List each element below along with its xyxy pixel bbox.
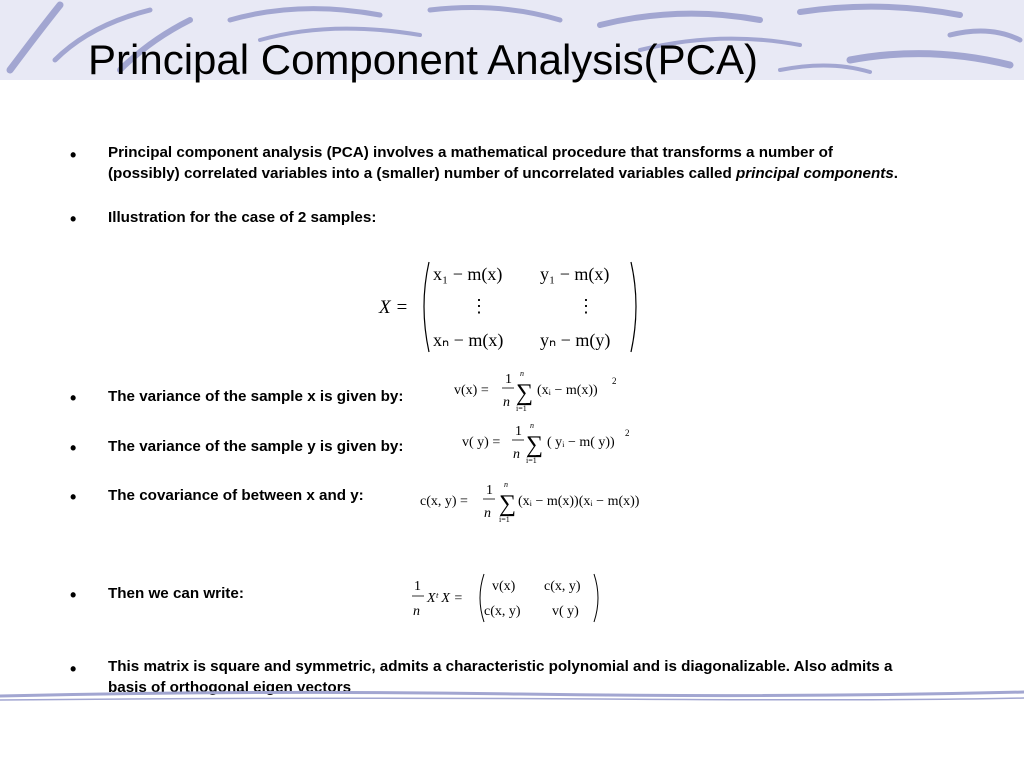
svg-text:2: 2 bbox=[625, 428, 630, 438]
svg-text:1: 1 bbox=[486, 483, 493, 498]
svg-text:c(x, y): c(x, y) bbox=[544, 579, 581, 594]
sigma-symbol: ∑ bbox=[499, 491, 517, 517]
bullet-illustration: Illustration for the case of 2 samples: bbox=[108, 209, 377, 226]
matrix-x-cell: ⋮ bbox=[577, 296, 595, 316]
bullet-pca-definition bbox=[108, 143, 908, 184]
bullet-then-write: Then we can write: bbox=[108, 585, 244, 602]
matrix-x-lhs: X = bbox=[379, 297, 409, 318]
svg-text:i=1: i=1 bbox=[526, 456, 537, 465]
svg-text:c(x, y) =: c(x, y) = bbox=[420, 494, 468, 509]
svg-text:(xᵢ − m(x)): (xᵢ − m(x)) bbox=[537, 383, 598, 398]
svg-text:( yᵢ − m( y)): ( yᵢ − m( y)) bbox=[547, 435, 615, 450]
matrix-x-cell: yₙ − m(y) bbox=[540, 330, 611, 350]
svg-text:1: 1 bbox=[414, 579, 421, 594]
matrix-x-equation bbox=[375, 258, 645, 358]
svg-text:c(x, y): c(x, y) bbox=[484, 604, 521, 619]
svg-text:v(x): v(x) bbox=[492, 579, 516, 594]
svg-text:1: 1 bbox=[505, 372, 512, 387]
svg-text:n: n bbox=[530, 421, 534, 430]
bullet-marker: • bbox=[70, 388, 77, 408]
svg-text:n: n bbox=[513, 447, 520, 462]
svg-text:v( y): v( y) bbox=[552, 604, 579, 619]
svg-text:n: n bbox=[504, 480, 508, 489]
matrix-x-cell: xₙ − m(x) bbox=[433, 330, 504, 350]
bullet-text: Principal component analysis (PCA) involves a mathematical procedure that transforms a number of (possibly) correlated variables into a (smaller) number of uncorrelated variables called bbox=[108, 144, 833, 182]
svg-text:n: n bbox=[520, 369, 524, 378]
svg-text:v( y) =: v( y) = bbox=[462, 435, 501, 450]
bullet-marker: • bbox=[70, 145, 77, 165]
covariance-equation bbox=[418, 478, 678, 526]
variance-x-equation bbox=[452, 368, 632, 416]
bullet-variance-x: The variance of the sample x is given by: bbox=[108, 388, 404, 405]
bullet-marker: • bbox=[70, 659, 77, 679]
bullet-matrix-properties: This matrix is square and symmetric, admits a characteristic polynomial and is diagonalizable. Also admits a basis of orthogonal eigen vectors bbox=[108, 658, 893, 696]
svg-text:(xᵢ − m(x))(xᵢ − m(x)): (xᵢ − m(x))(xᵢ − m(x)) bbox=[518, 494, 640, 509]
matrix-x-cell: x₁ − m(x) bbox=[433, 264, 503, 284]
matrix-x-cell: ⋮ bbox=[470, 296, 488, 316]
bullet-marker: • bbox=[70, 487, 77, 507]
svg-text:2: 2 bbox=[612, 376, 617, 386]
emphasis-text: principal components bbox=[735, 164, 894, 182]
svg-text:n: n bbox=[503, 395, 510, 410]
bullet-marker: • bbox=[70, 438, 77, 458]
bullet-variance-y: The variance of the sample y is given by: bbox=[108, 438, 404, 455]
svg-text:i=1: i=1 bbox=[516, 404, 527, 413]
variance-y-equation bbox=[460, 420, 650, 468]
bullet-text-end: . bbox=[893, 164, 899, 182]
sigma-symbol: ∑ bbox=[526, 432, 544, 458]
svg-text:1: 1 bbox=[515, 424, 522, 439]
page-title: Principal Component Analysis(PCA) bbox=[88, 36, 758, 83]
svg-text:n: n bbox=[413, 604, 420, 619]
svg-text:n: n bbox=[484, 506, 491, 521]
bullet-marker: • bbox=[70, 209, 77, 229]
svg-text:Xᵗ X =: Xᵗ X = bbox=[427, 591, 463, 606]
footer-decoration bbox=[0, 680, 1024, 720]
covariance-matrix-equation bbox=[410, 570, 610, 626]
sigma-symbol: ∑ bbox=[516, 380, 534, 406]
svg-text:i=1: i=1 bbox=[499, 515, 510, 524]
bullet-covariance: The covariance of between x and y: bbox=[108, 487, 364, 504]
svg-text:v(x) =: v(x) = bbox=[454, 383, 489, 398]
matrix-x-cell: y₁ − m(x) bbox=[540, 264, 610, 284]
bullet-marker: • bbox=[70, 585, 77, 605]
